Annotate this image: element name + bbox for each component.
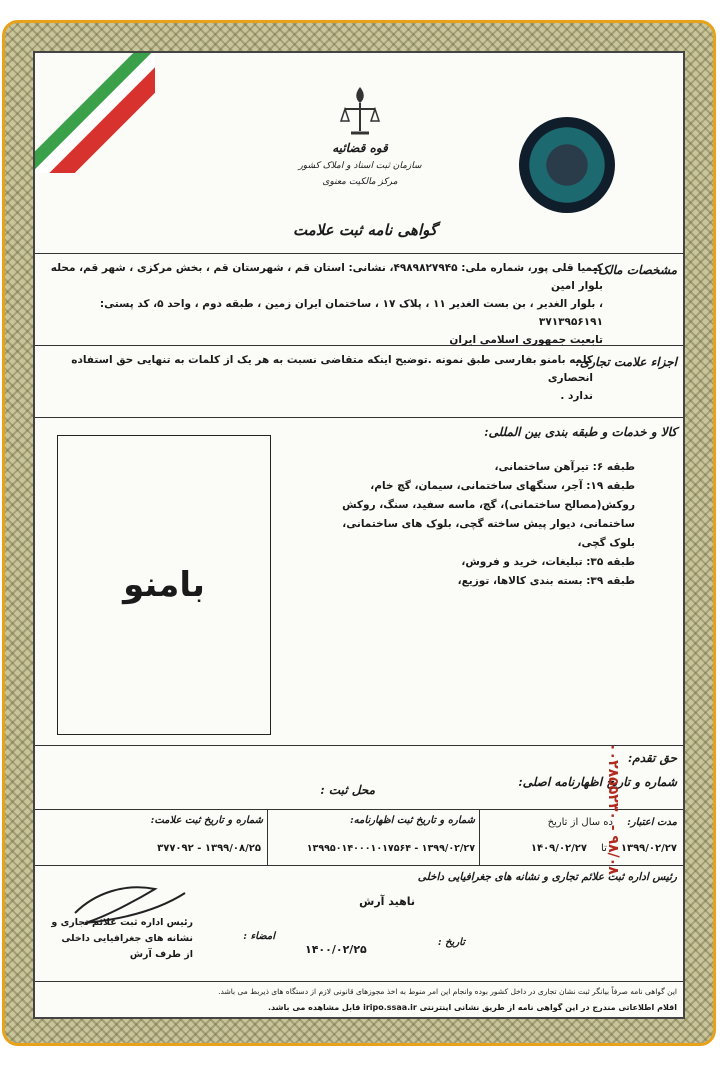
divider [35,809,683,810]
security-seal-icon [519,117,615,213]
side-serial-number: ۰۰۲۸۵۵۲۳۰ - ۹۸/۰۸ [605,743,622,875]
organization-title: سازمان ثبت اسناد و املاک کشور [298,161,422,171]
validity-range: ۱۳۹۹/۰۲/۲۷ تا ۱۴۰۹/۰۲/۲۷ [530,843,677,854]
trademark-sample-box [57,435,271,735]
validity-text: ده سال از تاریخ [547,817,613,828]
divider [35,253,683,254]
priority-label: حق تقدم: [627,751,677,765]
certificate-paper [33,51,685,1019]
footer-note-2: اقلام اطلاعاتی مندرج در این گواهی نامه از طریق نشانی اینترنتی iripo.ssaa.ir قابل مشاهده می باشد. [268,1003,677,1012]
footer-note-1: این گواهی نامه صرفاً بیانگر ثبت نشان تجاری در داخل کشور بوده وانجام این امر منوط به اخذ مجوزهای قانونی لازم از دستگاه های ذیربط می باشد. [218,987,677,996]
date-value: ۱۴۰۰/۰۲/۲۵ [305,943,367,956]
divider [35,745,683,746]
app-label: شماره و تاریخ ثبت اظهارنامه: [349,815,475,826]
goods-classes: طبقه ۶: تیرآهن ساختمانی، طبقه ۱۹: آجر، سنگهای ساختمانی، سیمان، گچ خام، روکش(مصالح ساختمانی)، گچ، ماسه سفید، سنگ، روکش ساختمانی، دیوار پیش ساخته گچی، بلوک های ساختمانی، بلوک گچی، طبقه ۳۵: تبلیغات، خرید و فروش، طبقه ۳۹: بسته بندی کالاها، توزیع، [342,461,635,587]
owner-label: مشخصات مالک: [593,263,677,277]
reg-value: ۱۳۹۹/۰۸/۲۵ - ۳۷۷۰۹۲ [157,843,261,854]
judiciary-emblem-icon [337,83,383,139]
priority-number-date-label: شماره و تاریخ اظهارنامه اصلی: [518,775,677,789]
iran-flag-ribbon [35,53,155,173]
divider [35,345,683,346]
head-label: رئیس اداره ثبت علائم تجاری و نشانه های جغرافیایی داخلی [417,871,677,883]
head-name: ناهید آرش [359,895,415,908]
mark-parts-text: کلمه بامنو بفارسی طبق نمونه .توضیح اینکه متقاضی نسبت به هر یک از کلمات به تنهایی حق استفاده انحصاری ندارد . [71,354,593,402]
reg-label: شماره و تاریخ ثبت علامت: [150,815,263,826]
signature-label: امضاء : [243,931,275,942]
judiciary-title: قوه قضائیه [332,141,388,155]
app-value: ۱۳۹۹/۰۲/۲۷ - ۱۳۹۹۵۰۱۴۰۰۰۱۰۱۷۵۶۴ [306,843,475,854]
certificate-title: گواهی نامه ثبت علامت [292,221,438,239]
mark-parts-label: اجزاء علامت تجاری: [575,355,677,369]
goods-label: کالا و خدمات و طبقه بندی بین المللی: [484,425,677,439]
center-title: مرکز مالکیت معنوی [322,177,398,187]
date-label: تاریخ : [437,937,465,948]
signature-stamp: رئیس اداره ثبت علائم تجاری و نشانه های جغرافیایی داخلی از طرف آرش [51,917,193,960]
owner-details: کیمیا قلی پور، شماره ملی: ۴۹۸۹۸۲۷۹۴۵، نشانی: استان قم ، شهرستان قم ، بخش مرکزی ، شهر قم، محله بلوار امین ، بلوار الغدیر ، بن بست الغدیر ۱۱ ، پلاک ۱۷ ، ساختمان ایران زمین ، طبقه دوم ، واحد ۵، کد پستی: ۳۷۱۳۹۵۶۱۹۱ تابعیت جمهوری اسلامی ایران [50,262,603,346]
certificate-frame [2,20,716,1046]
validity-label: مدت اعتبار: [627,817,677,828]
trademark-sample: بامنو [123,565,205,605]
divider [35,865,683,866]
divider [35,417,683,418]
divider [35,981,683,982]
place-label: محل ثبت : [320,783,375,797]
